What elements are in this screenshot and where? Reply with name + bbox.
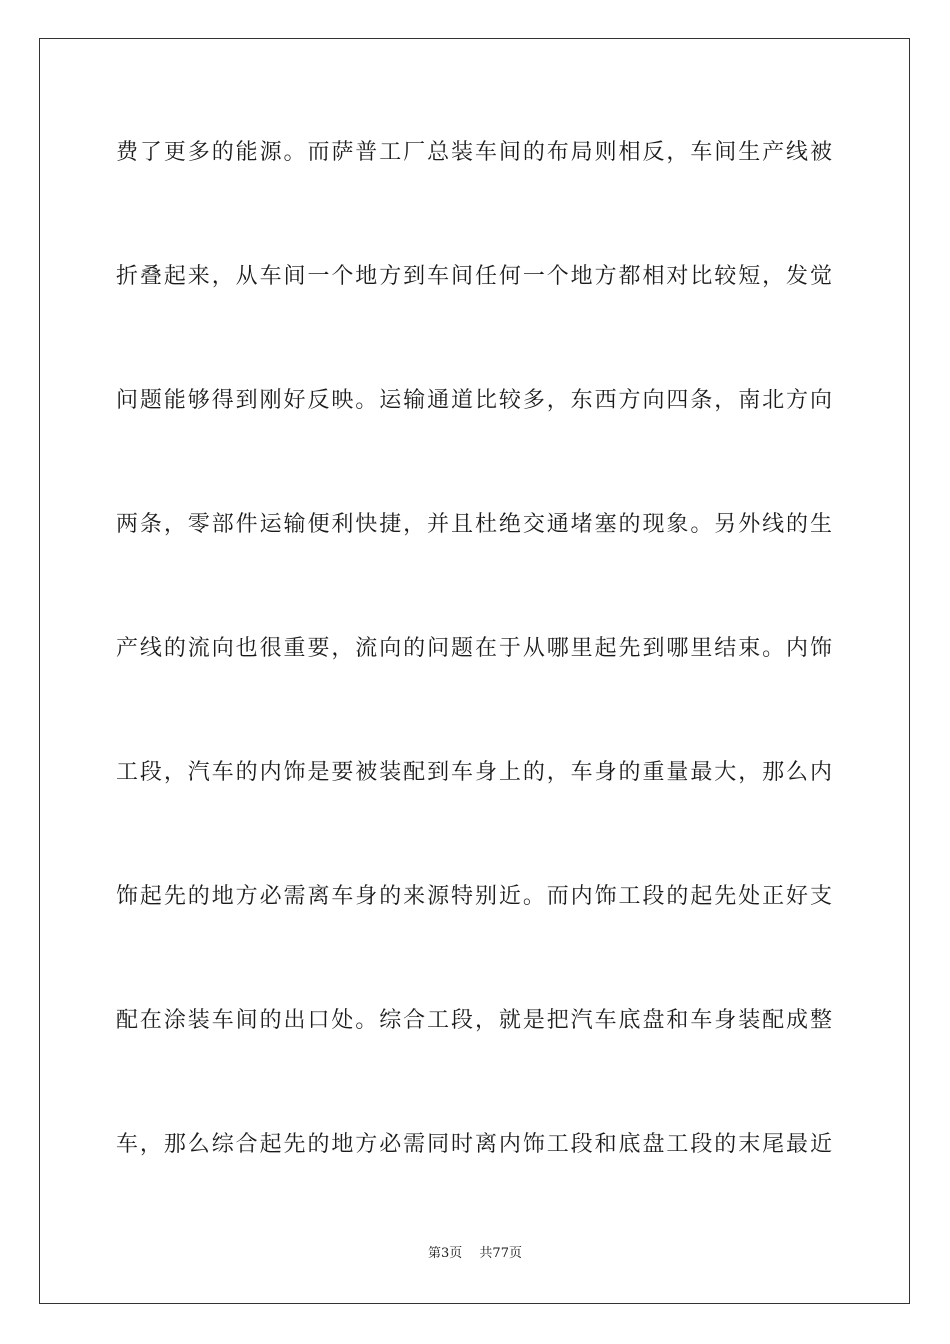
document-body [116,122,832,1238]
text-line: 折叠起来，从车间一个地方到车间任何一个地方都相对比较短，发觉 [116,264,832,289]
page-number-footer: 第3页 共77页 [428,1246,522,1261]
text-line: 问题能够得到刚好反映。运输通道比较多，东西方向四条，南北方向 [116,388,832,413]
text-line: 费了更多的能源。而萨普工厂总装车间的布局则相反，车间生产线被 [116,140,832,165]
text-line: 车，那么综合起先的地方必需同时离内饰工段和底盘工段的末尾最近 [116,1132,832,1157]
text-line: 工段，汽车的内饰是要被装配到车身上的，车身的重量最大，那么内 [116,760,832,785]
text-line: 产线的流向也很重要，流向的问题在于从哪里起先到哪里结束。内饰 [116,636,832,661]
text-line: 两条，零部件运输便利快捷，并且杜绝交通堵塞的现象。另外线的生 [116,512,832,537]
text-line: 饰起先的地方必需离车身的来源特别近。而内饰工段的起先处正好支 [116,884,832,909]
text-line: 配在涂装车间的出口处。综合工段，就是把汽车底盘和车身装配成整 [116,1008,832,1033]
